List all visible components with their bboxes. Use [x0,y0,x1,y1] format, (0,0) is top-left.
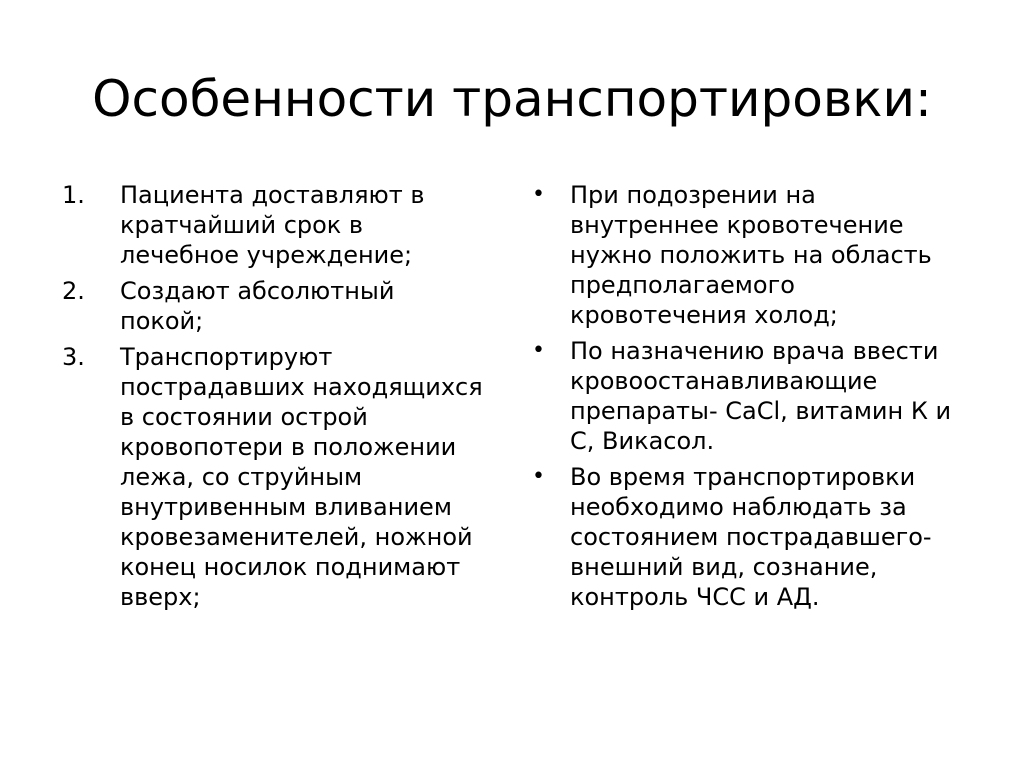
slide-title: Особенности транспортировки: [92,70,932,128]
text-line: лежа, со струйным [120,463,363,491]
text-line: конец носилок поднимают [120,553,461,581]
list-item [532,336,982,456]
list-item-text [120,276,502,336]
list-item-text [570,336,982,456]
list-item-text [120,180,502,270]
list-item [532,462,982,612]
text-line: лечебное учреждение; [120,241,413,269]
list-item-text [570,462,982,612]
text-line: предполагаемого [570,271,795,299]
text-line: Создают абсолютный [120,277,395,305]
text-line: вверх; [120,583,201,611]
text-line: При подозрении на [570,181,816,209]
bullet-icon: • [532,338,545,363]
text-line: Транспортируют [120,343,333,371]
text-line: нужно положить на область [570,241,932,269]
list-item [532,180,982,330]
text-line: кровезаменителей, ножной [120,523,473,551]
text-line: По назначению врача ввести [570,337,939,365]
text-line: покой; [120,307,204,335]
text-line: пострадавших находящихся [120,373,483,401]
list-item [62,180,502,270]
text-line: Пациента доставляют в [120,181,425,209]
bullet-list [532,180,982,618]
text-line: кровоостанавливающие [570,367,878,395]
text-line: внутреннее кровотечение [570,211,904,239]
text-line: состоянием пострадавшего- [570,523,932,551]
text-line: необходимо наблюдать за [570,493,907,521]
text-line: в состоянии острой [120,403,368,431]
text-line: внешний вид, сознание, [570,553,878,581]
text-line: препараты- CaCl, витамин К и [570,397,952,425]
text-line: кровопотери в положении [120,433,457,461]
text-line: контроль ЧСС и АД. [570,583,820,611]
text-line: кровотечения холод; [570,301,838,329]
list-item [62,342,502,612]
text-line: Во время транспортировки [570,463,916,491]
list-number: 1. [62,181,85,209]
list-number: 2. [62,277,85,305]
list-item-text [570,180,982,330]
bullet-icon: • [532,182,545,207]
list-item-text [120,342,502,612]
list-number: 3. [62,343,85,371]
text-line: кратчайший срок в [120,211,364,239]
bullet-icon: • [532,464,545,489]
text-line: С, Викасол. [570,427,715,455]
numbered-list [62,180,502,618]
list-item [62,276,502,336]
text-line: внутривенным вливанием [120,493,452,521]
